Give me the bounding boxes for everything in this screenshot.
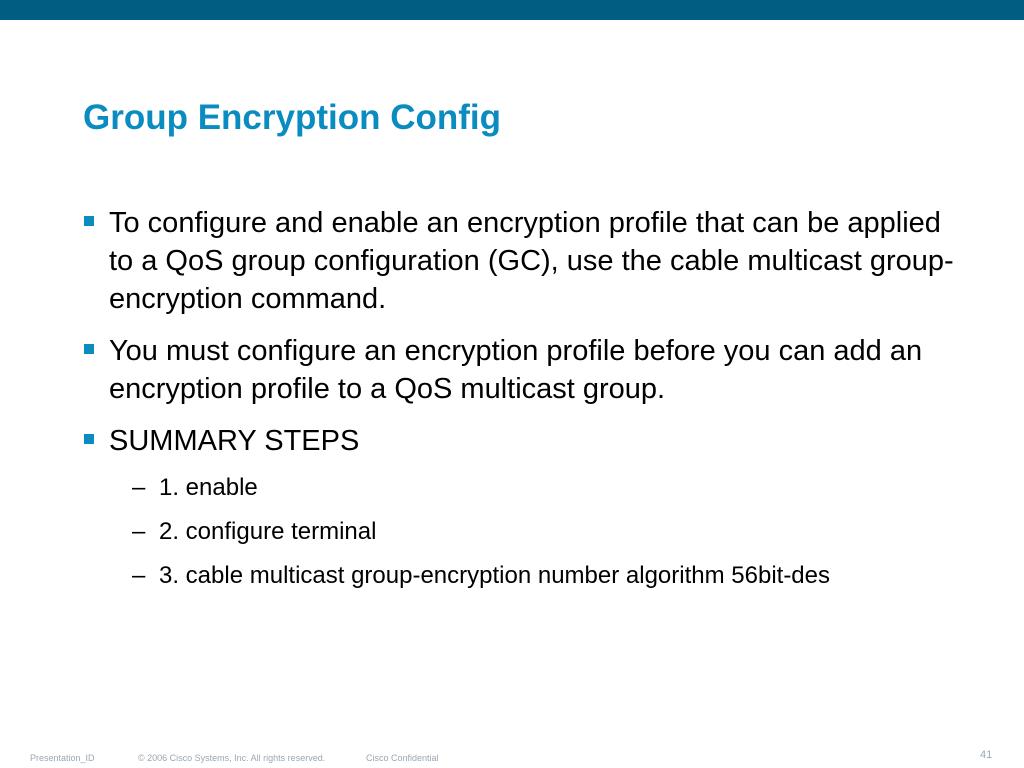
copyright-notice: © 2006 Cisco Systems, Inc. All rights reserved. bbox=[138, 753, 326, 763]
confidential-label: Cisco Confidential bbox=[366, 753, 439, 763]
bullet-item bbox=[84, 332, 964, 408]
step-text: 3. cable multicast group-encryption number algorithm 56bit-des bbox=[159, 562, 831, 589]
summary-steps-list bbox=[132, 472, 964, 591]
step-text: 2. configure terminal bbox=[159, 518, 377, 545]
square-bullet-icon bbox=[84, 344, 94, 354]
square-bullet-icon bbox=[84, 434, 94, 444]
dash-bullet-icon: – bbox=[132, 562, 146, 589]
bullet-text: SUMMARY STEPS bbox=[109, 425, 360, 457]
step-item bbox=[132, 472, 919, 503]
square-bullet-icon bbox=[84, 216, 94, 226]
slide-body bbox=[84, 204, 964, 604]
bullet-text: You must configure an encryption profile before you can add an encryption profile to a QoS multicast group. bbox=[109, 335, 923, 405]
slide-title: Group Encryption Config bbox=[83, 98, 502, 137]
bullet-item bbox=[84, 204, 964, 318]
presentation-id: Presentation_ID bbox=[30, 753, 95, 763]
bullet-item bbox=[84, 422, 964, 460]
step-text: 1. enable bbox=[159, 474, 258, 501]
dash-bullet-icon: – bbox=[132, 518, 146, 545]
page-number: 41 bbox=[980, 749, 993, 761]
step-item bbox=[132, 560, 919, 591]
bullet-text: To configure and enable an encryption profile that can be applied to a QoS group configuration (GC), use the cable multicast group-encryption command. bbox=[109, 207, 954, 315]
step-item bbox=[132, 516, 919, 547]
dash-bullet-icon: – bbox=[132, 474, 146, 501]
top-banner-bar bbox=[0, 0, 1024, 20]
slide-footer bbox=[0, 748, 1024, 768]
